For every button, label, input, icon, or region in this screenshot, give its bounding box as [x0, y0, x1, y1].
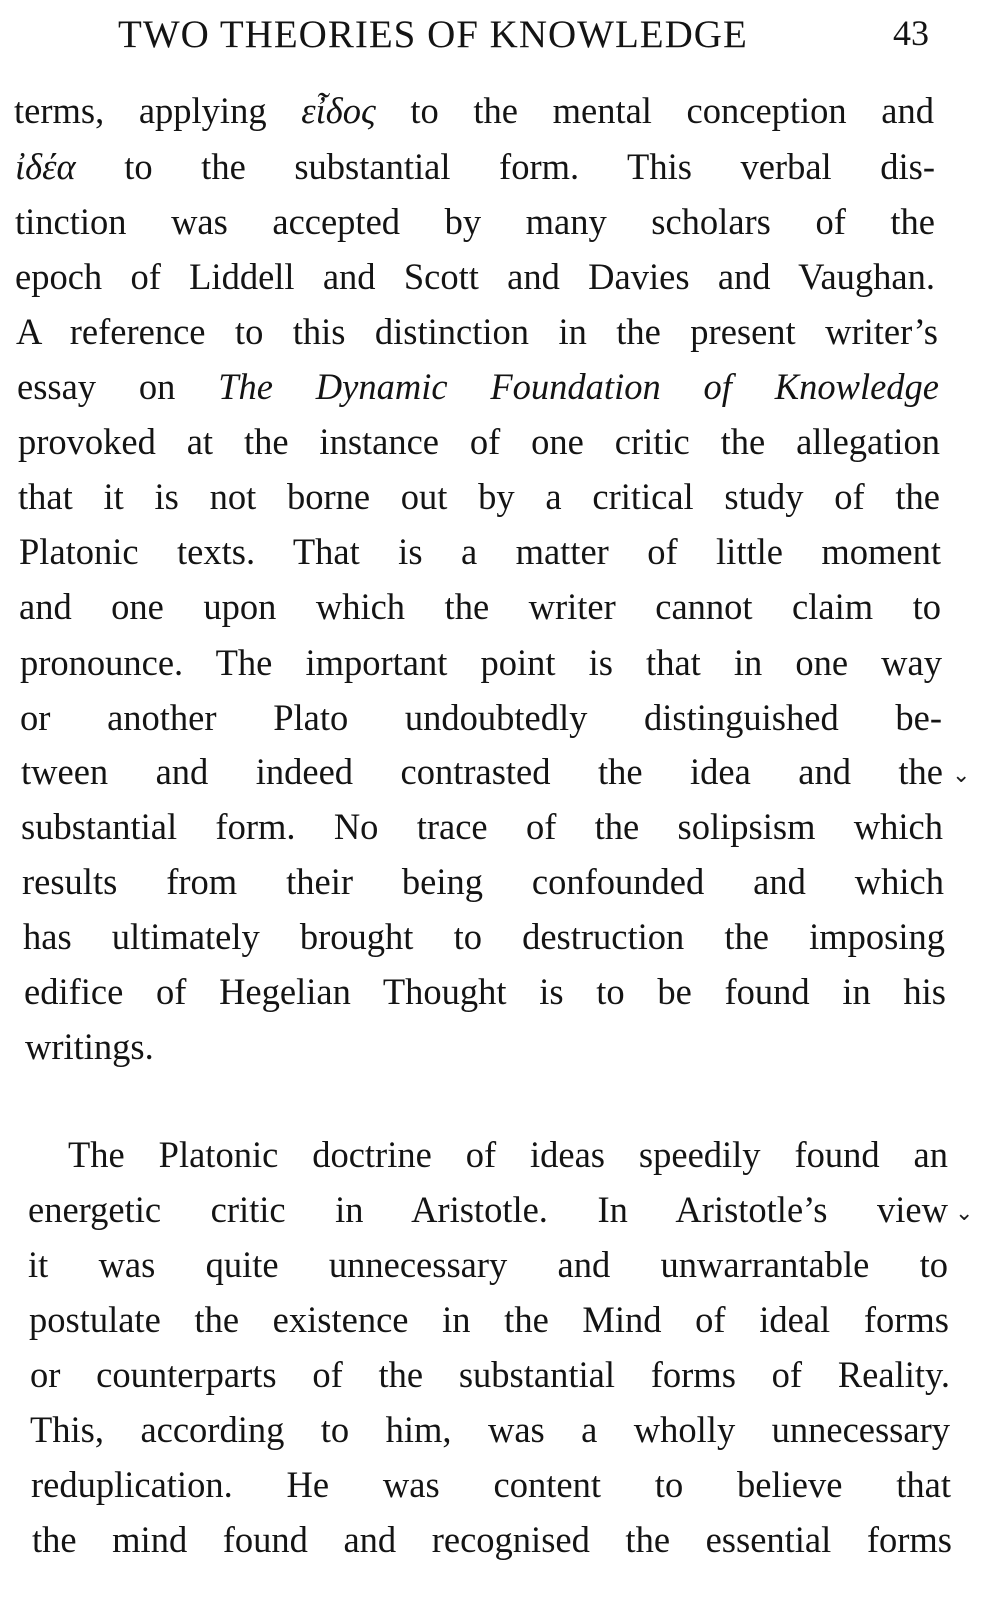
text-line: results from their being confounded and which	[22, 861, 944, 902]
text-line: A reference to this distinction in the present writer’s	[16, 311, 938, 352]
text-line: epoch of Liddell and Scott and Davies and Vaughan.	[15, 256, 935, 297]
greek-word-eidos: εἶδος	[301, 90, 376, 131]
text-line: postulate the existence in the Mind of ideal forms	[29, 1299, 949, 1340]
text-line: substantial form. No trace of the solipsism which	[21, 806, 943, 847]
text-line: reduplication. He was content to believe that	[31, 1464, 951, 1505]
text-line: tween and indeed contrasted the idea and the	[21, 751, 943, 792]
text-line: The Platonic doctrine of ideas speedily found an	[68, 1134, 948, 1175]
text-line: pronounce. The important point is that in one way	[20, 642, 942, 683]
greek-word-idea: ἰδέα	[15, 146, 76, 187]
margin-pencil-mark: ⌄	[952, 762, 971, 787]
text-line: ἰδέα to the substantial form. This verbal dis-	[15, 146, 935, 187]
text-line: essay on The Dynamic Foundation of Knowledge	[17, 366, 939, 407]
text-line: edifice of Hegelian Thought is to be found in his	[24, 971, 946, 1012]
text-line: that it is not borne out by a critical study of the	[18, 476, 940, 517]
text-line: This, according to him, was a wholly unnecessary	[30, 1409, 950, 1450]
running-head	[0, 6, 1000, 66]
text-line: or counterparts of the substantial forms of Reality.	[30, 1354, 950, 1395]
text-line: writings.	[25, 1026, 154, 1067]
text-line: it was quite unnecessary and unwarrantable to	[28, 1244, 948, 1285]
text-line: provoked at the instance of one critic the allegation	[18, 421, 940, 462]
text-line: or another Plato undoubtedly distinguished be-	[20, 697, 942, 738]
margin-pencil-mark: ⌄	[955, 1200, 974, 1225]
book-title-italic: The Dynamic Foundation of Knowledge	[218, 366, 939, 407]
text-line: terms, applying εἶδος to the mental conception and	[14, 90, 935, 131]
text-line: the mind found and recognised the essential forms	[32, 1519, 952, 1560]
running-head-title: TWO THEORIES OF KNOWLEDGE	[118, 13, 748, 56]
text-line: energetic critic in Aristotle. In Aristotle’s view	[28, 1189, 948, 1230]
text-line: Platonic texts. That is a matter of little moment	[19, 531, 941, 572]
text-line: tinction was accepted by many scholars of the	[15, 201, 935, 242]
text-line: and one upon which the writer cannot claim to	[19, 586, 941, 627]
page-number: 43	[893, 13, 929, 53]
text-line: has ultimately brought to destruction the imposing	[23, 916, 945, 957]
